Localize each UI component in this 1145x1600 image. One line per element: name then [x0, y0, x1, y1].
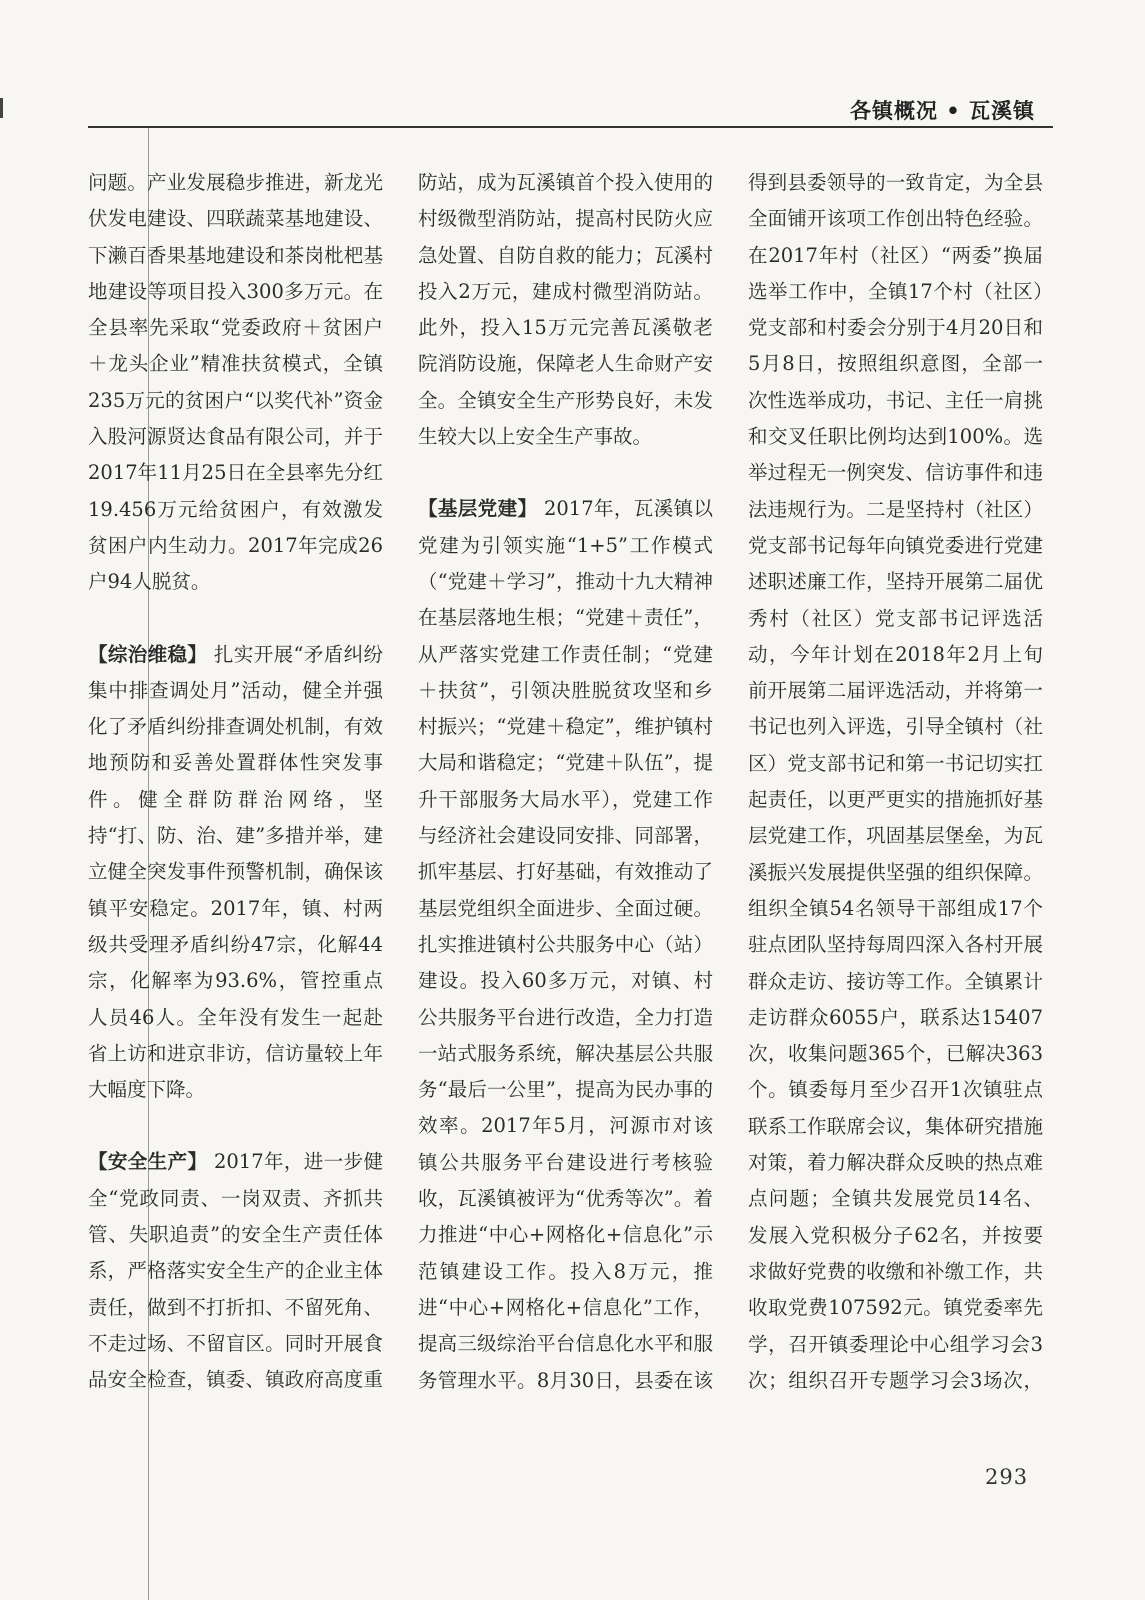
text-column-3: [748, 165, 1043, 1405]
section-heading: 【安全生产】: [88, 1150, 208, 1174]
page-number: 293: [985, 1465, 1029, 1489]
section-work-safety: [88, 1144, 383, 1405]
section-comprehensive-stability: [88, 637, 383, 1109]
section-heading: 【基层党建】: [418, 497, 538, 521]
paragraph-fire-station: 防站，成为瓦溪镇首个投入使用的村级微型消防站，提高村民防火应急处置、自防自救的能力；瓦溪村投入2万元，建成村微型消防站。此外，投入15万元完善瓦溪敬老院消防设施，保障老人生命财产安全。全镇安全生产形势良好，未发生较大以上安全生产事故。: [418, 171, 713, 449]
section-body: 2017年，进一步健全“党政同责、一岗双责、齐抓共管、失职追责”的安全生产责任体系，严格落实安全生产的企业主体责任，做到不打折扣、不留死角、不走过场、不留盲区。同时开展食品安全检查，镇委、镇政府高度重: [88, 1150, 383, 1392]
page-edge-mark: [0, 98, 3, 118]
header-rule: [88, 126, 1053, 128]
section-heading: 【综治维稳】: [88, 642, 208, 666]
paragraph-industry: 问题。产业发展稳步推进，新龙光伏发电建设、四联蔬菜基地建设、下濑百香果基地建设和茶岗枇杷基地建设等项目投入300多万元。在全县率先采取“党委政府＋贫困户＋龙头企业”精准扶贫模式，全镇235万元的贫困户“以奖代补”资金入股河源贤达食品有限公司，并于2017年11月25日在全县率先分红19.456万元给贫困户，有效激发贫困户内生动力。2017年完成26户94人脱贫。: [88, 171, 383, 594]
paragraph-party-building-continued: 得到县委领导的一致肯定，为全县全面铺开该项工作创出特色经验。在2017年村（社区）“两委”换届选举工作中，全镇17个村（社区）党支部和村委会分别于4月20日和5月8日，按照组织意图，全部一次性选举成功，书记、主任一肩挑和交叉任职比例均达到100%。选举过程无一例突发、信访事件和违法违规行为。二是坚持村（社区）党支部书记每年向镇党委进行党建述职述廉工作，坚持开展第二届优秀村（社区）党支部书记评选活动，今年计划在2018年2月上旬前开展第二届评选活动，并将第一书记也列入评选，引导全镇村（社区）党支部书记和第一书记切实扛起责任，以更严更实的措施抓好基层党建工作，巩固基层堡垒，为瓦溪振兴发展提供坚强的组织保障。组织全镇54名领导干部组成17个驻点团队坚持每周四深入各村开展群众走访、接访等工作。全镇累计走访群众6055户，联系达15407次，收集问题365个，已解决363个。镇委每月至少召开1次镇驻点联系工作联席会议，集体研究措施对策，着力解决群众反映的热点难点问题；全镇共发展党员14名、发展入党积极分子62名，并按要求做好党费的收缴和补缴工作，共收取党费107592元。镇党委率先学，召开镇委理论中心组学习会3次；组织召开专题学习会3场次，: [748, 171, 1043, 1392]
text-column-2: [418, 165, 713, 1405]
section-body: 2017年，瓦溪镇以党建为引领实施“1+5”工作模式（“党建＋学习”，推动十九大精神在基层落地生根；“党建＋责任”，从严落实党建工作责任制；“党建＋扶贫”，引领决胜脱贫攻坚和乡村振兴；“党建＋稳定”，维护镇村大局和谐稳定；“党建＋队伍”，提升干部服务大局水平），党建工作与经济社会建设同安排、同部署，抓牢基层、打好基础，有效推动了基层党组织全面进步、全面过硬。扎实推进镇村公共服务中心（站）建设。投入60多万元，对镇、村公共服务平台进行改造，全力打造一站式服务系统，解决基层公共服务“最后一公里”，提高为民办事的效率。2017年5月，河源市对该镇公共服务平台建设进行考核验收，瓦溪镇被评为“优秀等次”。着力推进“中心+网格化+信息化”示范镇建设工作。投入8万元，推进“中心+网格化+信息化”工作，提高三级综治平台信息化水平和服务管理水平。8月30日，县委在该: [418, 497, 713, 1392]
text-column-1: [88, 165, 383, 1405]
section-body: 扎实开展“矛盾纠纷集中排查调处月”活动，健全并强化了矛盾纠纷排查调处机制，有效地预防和妥善处置群体性突发事件。健全群防群治网络，坚持“打、防、治、建”多措并举，建立健全突发事件预警机制，确保该镇平安稳定。2017年，镇、村两级共受理矛盾纠纷47宗，化解44宗，化解率为93.6%，管控重点人员46人。全年没有发生一起赴省上访和进京非访，信访量较上年大幅度下降。: [88, 642, 383, 1102]
running-header: 各镇概况 • 瓦溪镇: [849, 99, 1035, 123]
section-grassroots-party: [418, 491, 713, 1405]
